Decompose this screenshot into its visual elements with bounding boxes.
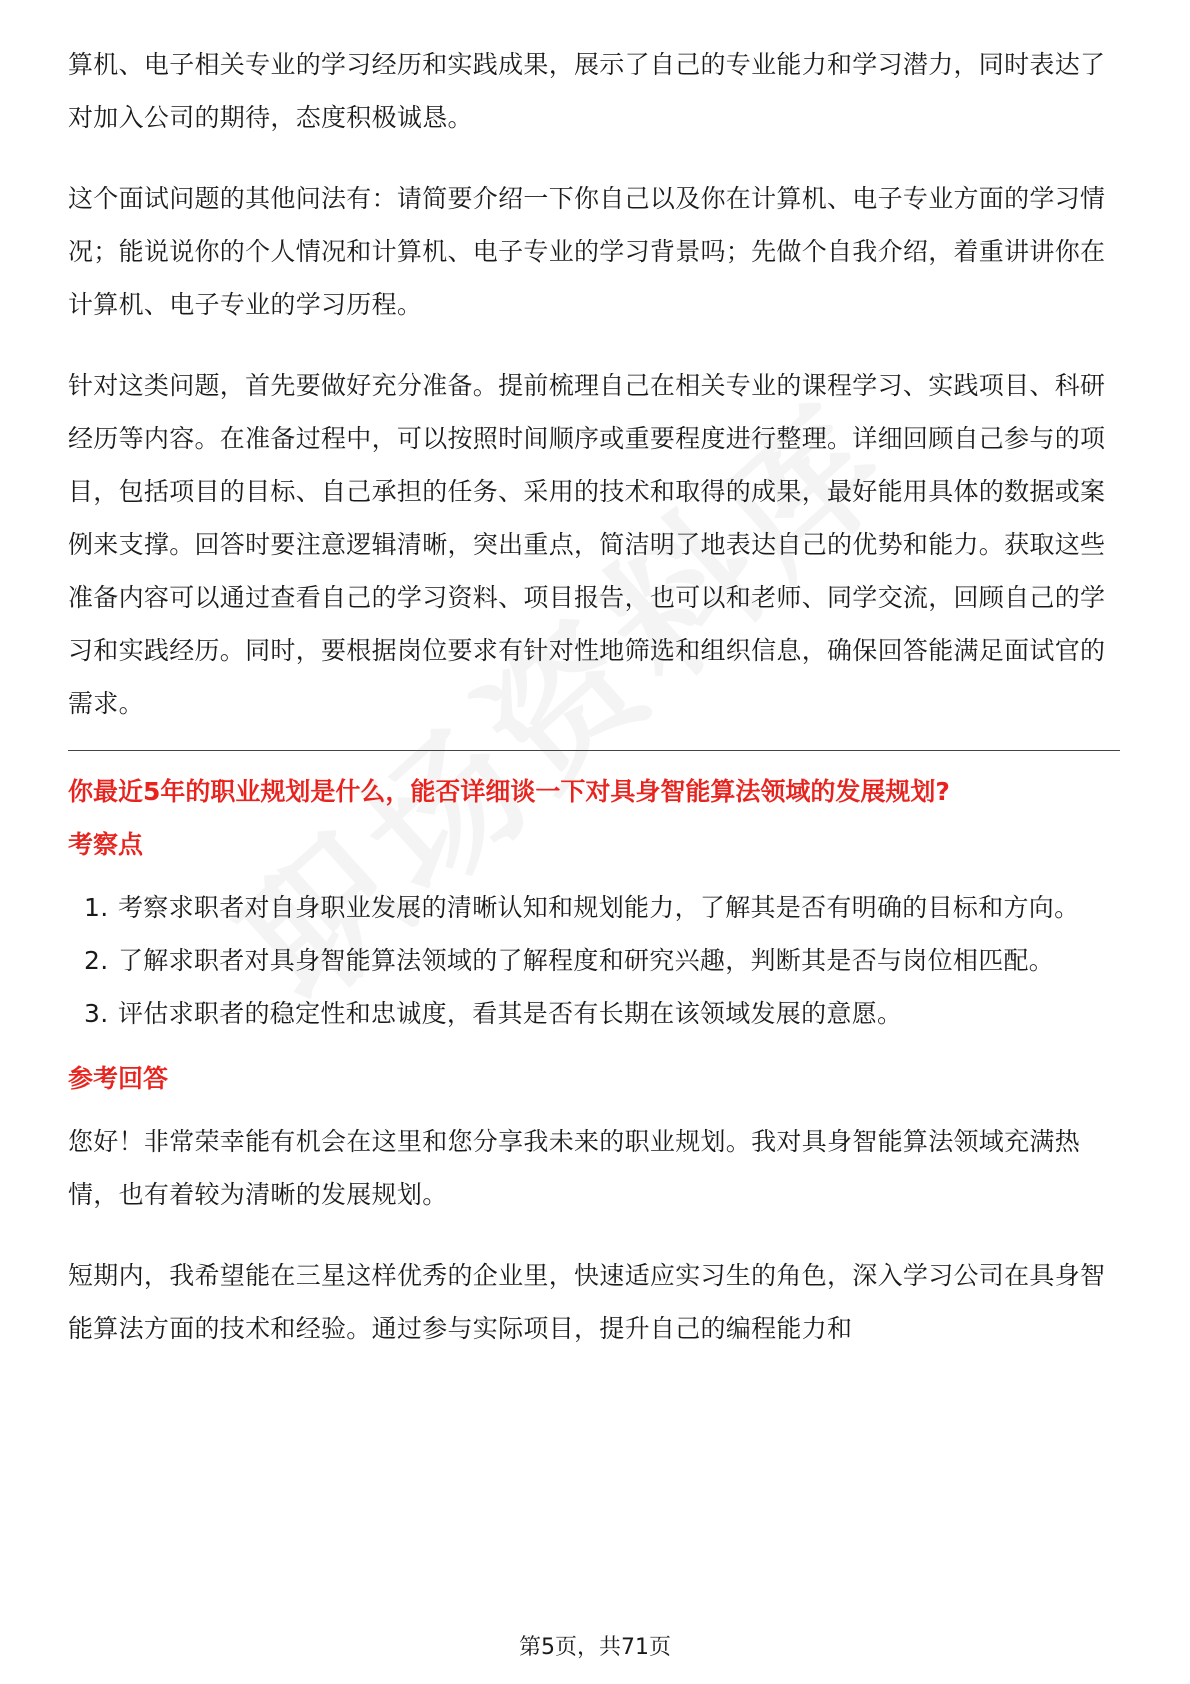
document-page xyxy=(68,38,1120,1355)
paragraph: 您好！非常荣幸能有机会在这里和您分享我未来的职业规划。我对具身智能算法领域充满热情，也有着较为清晰的发展规划。 xyxy=(68,1127,1081,1209)
page-footer: 第5页，共71页 xyxy=(519,1635,671,1660)
paragraph: 短期内，我希望能在三星这样优秀的企业里，快速适应实习生的角色，深入学习公司在具身智能算法方面的技术和经验。通过参与实际项目，提升自己的编程能力和 xyxy=(68,1261,1106,1343)
section-divider xyxy=(68,750,1120,751)
paragraph: 针对这类问题，首先要做好充分准备。提前梳理自己在相关专业的课程学习、实践项目、科研经历等内容。在准备过程中，可以按照时间顺序或重要程度进行整理。详细回顾自己参与的项目，包括项目的目标、自己承担的任务、采用的技术和取得的成果，最好能用具体的数据或案例来支撑。回答时要注意逻辑清晰，突出重点，简洁明了地表达自己的优势和能力。获取这些准备内容可以通过查看自己的学习资料、项目报告，也可以和老师、同学交流，回顾自己的学习和实践经历。同时，要根据岗位要求有针对性地筛选和组织信息，确保回答能满足面试官的需求。 xyxy=(68,371,1106,718)
list-text: 了解求职者对具身智能算法领域的了解程度和研究兴趣，判断其是否与岗位相匹配。 xyxy=(118,946,1055,975)
list-text: 考察求职者对自身职业发展的清晰认知和规划能力，了解其是否有明确的目标和方向。 xyxy=(118,893,1080,922)
list-number: 3. xyxy=(84,999,109,1028)
list-item xyxy=(68,987,1120,1040)
question-heading: 你最近5年的职业规划是什么，能否详细谈一下对具身智能算法领域的发展规划? xyxy=(68,777,950,806)
list-item xyxy=(68,934,1120,987)
list-number: 2. xyxy=(84,946,109,975)
answer-label: 参考回答 xyxy=(68,1064,169,1093)
list-number: 1. xyxy=(84,893,109,922)
paragraph: 算机、电子相关专业的学习经历和实践成果，展示了自己的专业能力和学习潜力，同时表达了对加入公司的期待，态度积极诚恳。 xyxy=(68,50,1106,132)
focus-points-list xyxy=(68,881,1120,1040)
list-text: 评估求职者的稳定性和忠诚度，看其是否有长期在该领域发展的意愿。 xyxy=(118,999,903,1028)
list-item xyxy=(68,881,1120,934)
focus-label: 考察点 xyxy=(68,830,144,859)
paragraph: 这个面试问题的其他问法有：请简要介绍一下你自己以及你在计算机、电子专业方面的学习情况；能说说你的个人情况和计算机、电子专业的学习背景吗；先做个自我介绍，着重讲讲你在计算机、电子专业的学习历程。 xyxy=(68,184,1106,319)
